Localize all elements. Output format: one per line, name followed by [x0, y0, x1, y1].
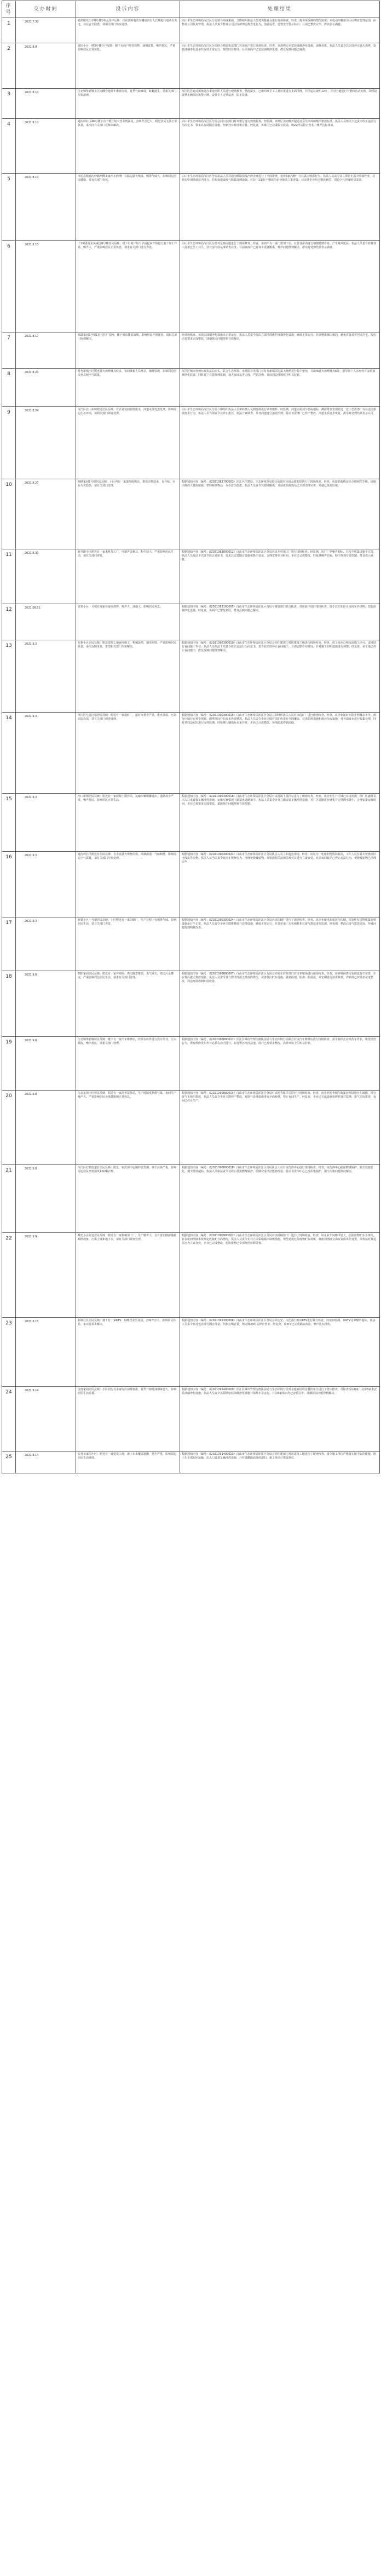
row-result: 根据通知内容（编号：X2021090300010）白山市生态环境局浑江区分局会同住建部门对该建筑工地进行现场检查。经查，该工地未办理夜间施工许可，违规进行夜间施工作业。执法人员依法下达责令改正违法行为决定书，责令其立即停止夜间施工，合理安排作业时间，并对施工照明设施进行调整。经复查，该工地已停止夜间施工，群众反映问题得到解决。 [180, 640, 380, 713]
header-content: 投诉内容 [76, 1, 180, 18]
row-number: 25 [2, 1451, 16, 1473]
row-date: 2021.8.9 [16, 43, 76, 89]
row-date: 2021.8.20 [16, 369, 76, 407]
header-time: 交办时间 [16, 1, 76, 18]
header-seq: 序号 [2, 1, 16, 18]
row-number: 2 [2, 43, 16, 89]
table-row [2, 369, 380, 407]
row-date: 2021.9.8 [16, 1091, 76, 1165]
row-result: 浑江区住建局和街道办事处组织人员进行现场核查，情况属实。已组织环卫工人对垃圾进行全面清理，共清运垃圾约12车，并对空地进行平整和消杀处理，同时设置禁止倾倒垃圾警示牌，安排专人定期巡查，防止反弹。 [180, 89, 380, 119]
row-content: 江北锦华新城居民反映：楼下有一家汽车维修店，经常在店外进行洗车作业，污水横流，噪声扰民，请相关部门处理。 [76, 1037, 180, 1091]
table-row [2, 1387, 380, 1451]
row-content: 嘉鸿阳光小学8号楼1单元住户反映：住东面的电动车棚房内有人长期进行电动车充电，存在安全隐患，请相关部门核实处理。 [76, 18, 180, 43]
row-number: 21 [2, 1165, 16, 1233]
row-content: 通沟岭社区46号楼下有个歌厅每天营业到深夜，音响声音过大，附近居民无法正常休息，多次向有关部门反映未解决。 [76, 119, 180, 174]
row-content: 江北东苑小区居民反映：附近有一家沥青搅拌站，生产时散发刺鼻气味，夜间生产噪声大，严重影响居民身体健康和正常休息。 [76, 1091, 180, 1165]
table-row [2, 119, 380, 174]
table-header-row [2, 1, 380, 18]
row-content: 朝阳家园居民反映：附近有一家养殖场，粪污随意堆放，臭气熏天，雨天污水横流，严重影响周边居民生活，请求有关部门处理。 [76, 971, 180, 1037]
table-row [2, 241, 380, 332]
table-row [2, 332, 380, 369]
row-date: 2021.9.3 [16, 794, 76, 852]
table-row [2, 89, 380, 119]
row-content: 富园小区一期3号楼住户反映：楼下有商户经营烧烤，油烟直排，噪声扰民，严重影响居民正常休息。 [76, 43, 180, 89]
table-row [2, 1451, 380, 1473]
table-row [2, 640, 380, 713]
row-result: 根据通知内容（编号：X2021090300024）白山市生态环境局浑江区分局对该印刷厂进行了现场检查。经查，该企业使用油墨进行印刷，挥发性有机物收集处理设施运行不正常。执法人员责令企业立即维修废气处理设施，确保正常运行，并委托第三方检测机构对废气排放进行监测。经检测，整改后废气排放达标，异味问题得到明显改善。 [180, 917, 380, 971]
row-content: 浑江区七道江镇居民反映：附近有一家选矿厂，尾矿库扬尘严重，废水外溢，污染周边农田，请有关部门调查处理。 [76, 713, 180, 794]
row-date: 2021.9.8 [16, 971, 76, 1037]
header-result: 处理结果 [180, 1, 380, 18]
table-row [2, 18, 380, 43]
table-row [2, 479, 380, 549]
row-result: 根据通知内容（编号：X2021090800011）浑江区城市管理行政执法局与生态环境分局联合对该汽车维修店进行现场检查，责令其停止店外洗车作业，规范经营行为，所有维修洗车作业必须在店内进行，并设置污水沉淀池。商户已按要求整改，店外环境卫生明显好转。 [180, 1037, 380, 1091]
row-content: 新开路小区附近有一家木材加工厂，电锯声音刺耳，粉尘较大，严重影响居民生活，请有关部门查处。 [76, 549, 180, 604]
row-date: 2021.9.13 [16, 1318, 76, 1387]
row-result: 根据通知内容（编号：X2021090800018）白山市生态环境局浑江区分局执法人员对该洗浴中心进行现场检查。经查，该洗浴中心使用燃煤锅炉，除尘设施老化，烟尘排放超标。执法人员依法责令其停止使用燃煤锅炉，限期完成清洁能源改造。目前该洗浴中心已改用电锅炉，烟尘污染问题彻底解决。 [180, 1165, 380, 1233]
row-number: 17 [2, 917, 16, 971]
row-date: 2021.8.17 [16, 332, 76, 369]
row-content: 新城社区居民反映：楼下有一家KTV，每晚营业至凌晨，音响声音大，影响居民休息，多次投诉未解决。 [76, 1318, 180, 1387]
row-content: 浑江区红旗街道有居民反映：附近一家洗浴中心锅炉冒黑烟，烟尘污染严重，影响周边居民开窗通风和晾晒衣物。 [76, 1165, 180, 1233]
row-number: 8 [2, 369, 16, 407]
row-date: 2021.8.10 [16, 119, 76, 174]
table-row [2, 917, 380, 971]
row-content: 时代新城小区附近露天烧烤摊点较多，夜间聚集人员嘈杂，烟雾弥漫，影响周边居民休息和空气质量。 [76, 369, 180, 407]
row-date: 2021.9.3 [16, 917, 76, 971]
row-date: 2021.9.14 [16, 1451, 76, 1473]
table-row [2, 794, 380, 852]
row-result: 根据通知内容（编号：X2021083000012）白山市生态环境局浑江区分局对该木材加工厂进行现场检查。经监测，该厂厂界噪声超标，且粉尘收集设施不完善。执法人员依法下达责令改正通知书，要求其安装隔音设施和除尘设备，合理安排作业时间。企业已完成整改，经复测噪声达标，粉尘得到有效控制，群众表示满意。 [180, 549, 380, 604]
row-number: 7 [2, 332, 16, 369]
row-result: 根据通知内容（编号：X2021090800007）白山市生态环境局浑江区分局会同农业农村部门对该养殖场进行现场检查。经查，该养殖场粪污处理设施不完善，存在粪污露天堆放现象。执法人员责令其立即清理露天堆放的粪污，完善粪污贮存设施，做到防雨、防渗、防溢流，并定期进行消毒除臭。养殖场已按要求完成整改，周边环境得到明显改善。 [180, 971, 380, 1037]
table-row [2, 1233, 380, 1318]
row-content: 通沟岭社区附近有居民反映：有企业露天焚烧垃圾，浓烟滚滚，气味刺鼻，影响周边空气质量，请有关部门尽快处理。 [76, 852, 180, 917]
document-page [0, 1, 381, 2576]
row-content: 浑江区北山东坡附近居民反映：有企业夜间偷排废水，河道水体发黑发臭，影响周边生态环境，请相关部门调查处理。 [76, 407, 180, 479]
row-date: 2021.8.10 [16, 174, 76, 241]
table-row [2, 43, 380, 89]
table-row [2, 407, 380, 479]
row-number: 5 [2, 174, 16, 241]
row-number: 24 [2, 1387, 16, 1451]
row-content: 江北锦华新城小区南侧空地常年堆放垃圾，夏季气味难闻，蚊蝇滋生，请相关部门尽快清理。 [76, 89, 180, 119]
row-date: 2021.9.3 [16, 713, 76, 794]
row-date: 2021.9.3 [16, 852, 76, 917]
row-result: 根据通知内容（编号：X2021090800014）白山市生态环境局浑江区分局对该沥青搅拌站进行了现场检查。经查，该企业沥青烟气收集处理设施存在破损，部分废气无组织排放。执法人员责令企业立即停产整改，对废气处理设施进行全面检修，禁止夜间生产。经复查，企业已完成设施检修并通过监测，废气达标排放，夜间已停止生产。 [180, 1091, 380, 1165]
row-number: 22 [2, 1233, 16, 1318]
row-number: 6 [2, 241, 16, 332]
row-date: 2021.9.8 [16, 1037, 76, 1091]
row-date: 2021.9.3 [16, 640, 76, 713]
table-row [2, 971, 380, 1037]
row-content: 金地家园居民反映：小区周边有多家饭店油烟直排，夏季开窗时油烟味道大，影响居民生活质量。 [76, 1387, 180, 1451]
row-result: 根据通知内容（编号：X2021090300018）白山市生态环境局浑江区分局对该混凝土搅拌站进行了现场检查。经查，该企业生产区域已实现封闭，但厂区道路及出入口未设置车辆冲洗设施，运输车辆带泥上路造成道路扬尘。执法人员责令企业立即安装车辆冲洗设施，对厂区道路进行硬化并定期洒水降尘，合理安排运输时间。企业已按要求完成整改，道路扬尘问题得到有效控制。 [180, 794, 380, 852]
row-date: 2021.7.30 [16, 18, 76, 43]
row-number: 9 [2, 407, 16, 479]
row-result: 根据通知内容（编号：X2021082700003）浑江区住建局、生态环境分局联合街道对该废品收购站进行了现场核查。经查，该废品收购站未办理相关手续，场地内堆放大量废纸箱、塑料瓶等物品，存在安全隐患。执法人员责令其限期搬离，目前废品收购站已全部清理完毕，场地已恢复原貌。 [180, 479, 380, 549]
row-content: 新铁小区一号楼居民反映：小区附近有一家印刷厂，生产过程中有刺鼻气味，影响居民生活，请有关部门查处。 [76, 917, 180, 971]
row-result: 白山市生态环境局浑江区分局会同公安部门对该歌厅进行现场检查，经监测，该歌厅夜间噪声超过社会生活环境噪声排放标准。执法人员依法下达责令改正违法行为决定书，要求其加装隔音设施，控制营业时间和音量。经复查，该歌厅已完成隔音改造，晚22时后停止营业，噪声达标排放。 [180, 119, 380, 174]
row-date: 2021.9.9 [16, 1233, 76, 1318]
row-number: 19 [2, 1037, 16, 1091]
table-row [2, 1091, 380, 1165]
row-number: 3 [2, 89, 16, 119]
row-date: 2021.8.30 [16, 549, 76, 604]
row-content: 红旗小区居民反映：附近建筑工地夜间施工，机械轰鸣，强光照射，严重影响居民休息，多次反映未果，希望相关部门尽快解决。 [76, 640, 180, 713]
row-number: 16 [2, 852, 16, 917]
row-date: 2021.8.24 [16, 407, 76, 479]
row-date: 2021.8.27 [16, 479, 76, 549]
complaint-table [2, 1, 380, 1473]
row-number: 14 [2, 713, 16, 794]
row-number: 12 [2, 604, 16, 640]
table-row [2, 174, 380, 241]
row-date: 2021.9.14 [16, 1387, 76, 1451]
row-result: 白山市生态环境局浑江区分局对反映问题进行了现场核查。经查，该商户为一家门窗加工店，在营业房内进行切割打磨作业，产生噪声扰民。执法人员责令其将加工设备迁至工业区，营业房内仅从事销售业务。目前该商户已将加工设备搬离，噪声问题得到解决，群众对处理结果表示满意。 [180, 241, 380, 332]
row-content: 富来小区一号楼有商家在夜间烧烤，噪声大，油烟大，影响居民休息。 [76, 604, 180, 640]
row-result: 经现场核查，该饭店油烟净化设施未正常运行。执法人员责令饭店立即清洗维护油烟净化设施，确保正常运行，并调整排烟口朝向，避免直接对着居民住宅。饭店已按要求完成整改，油烟扰民问题得到有效解决。 [180, 332, 380, 369]
row-number: 20 [2, 1091, 16, 1165]
row-result: 浑江区城市管理行政执法局牵头，联合生态环境、市场监管等部门对时代新城周边露天烧烤进行集中整治，共取缔露天烧烤摊点6处，引导商户入室经营并安装油烟净化装置。同时建立长效管理机制，加大夜间巡查力度，严防反弹。目前周边环境秩序明显好转。 [180, 369, 380, 407]
table-row [2, 1037, 380, 1091]
table-body [2, 18, 380, 1473]
row-number: 23 [2, 1318, 16, 1387]
row-result: 根据通知内容（编号：X2021091400013）白山市生态环境局浑江区分局会同住建部门对该建筑工地进行了现场检查，责令施工单位严格落实扬尘防治措施，渣土车全部密闭运输，出入口设置车辆冲洗设施，并对遗撒路面及时清扫。施工单位已整改到位。 [180, 1451, 380, 1473]
row-result: 根据通知内容（编号：X2021083100005）白山市生态环境局浑江区分局与城管部门联合执法，对该商户进行现场检查，责令其立即停止夜间室外烧烤，加装油烟净化设施。经复查，该商户已整改到位，群众反映问题已解决。 [180, 604, 380, 640]
row-result: 白山市生态环境局浑江区分局联合城管执法部门对该商户进行现场检查。经查，该烧烤店未安装油烟净化设施，油烟直排。执法人员责令其立即停止露天烧烤，安装油烟净化设备并保持正常运行，规范经营时间。目前该商户已安装油烟净化器，群众反映问题已解决。 [180, 43, 380, 89]
table-row [2, 713, 380, 794]
row-content: 河口新城居民反映：附近有一家混凝土搅拌站，运输车辆频繁进出，道路扬尘严重，噪声扰民，影响居民正常生活。 [76, 794, 180, 852]
table-row [2, 1165, 380, 1233]
row-content: 工农6委及东风家园8号楼居民反映：楼下有商户每天早晨起来开始进行施工加工作业，噪声大，严重影响居民正常休息，请求有关部门进行查处。 [76, 241, 180, 332]
row-content: 曙光小区附近居民反映：附近有一家机械加工厂，生产噪声大，且有废切削液随意倾倒现象，污染土壤和地下水，请有关部门调查处理。 [76, 1233, 180, 1318]
table-row [2, 604, 380, 640]
row-result: 根据通知内容（编号：X2021091400009）浑江区城市管理行政执法局与生态环境分局对金地家园周边餐饮单位进行了集中排查，共检查饭店8家，其中3家未安装油烟净化设施。执法人员责令其限期安装油烟净化设施并保持正常运行。目前3家饭店均已安装完毕，油烟扰民问题得到解决。 [180, 1387, 380, 1451]
row-number: 1 [2, 18, 16, 43]
row-date: 2021.9.8 [16, 1165, 76, 1233]
row-number: 4 [2, 119, 16, 174]
row-result: 白山市生态环境局浑江区分局执法人员对通沟岭路沿线汽修企业进行了全面排查，发现3家汽修厂存在露天喷漆行为。执法人员责令其立即停止露天喷漆作业，必须在密闭喷漆房内进行，并配套建设废气收集处理设施。对其中1家拒不整改的企业依法立案查处。目前各企业均已整改到位，周边空气异味明显改善。 [180, 174, 380, 241]
row-date: 2021.8.10 [16, 241, 76, 332]
row-result: 根据通知内容（编号：X2021090300015）白山市生态环境局浑江区分局立即组织执法人员对该选矿厂进行现场检查。经查，该企业尾矿库防尘网覆盖不全，部分区域存在扬尘现象，雨季期间存在废水外溢情况。执法人员责令企业立即对尾矿库进行全面覆盖，完善防渗措施和雨污分流设施，对外溢废水进行收集处理。同时对周边农田进行取样监测，经检测土壤指标未见异常。企业已完成整改，环境隐患得到消除。 [180, 713, 380, 794]
row-result: 根据通知内容（编号：X2021091300006）白山市生态环境局浑江区分局会同公安、文化部门对该KTV进行联合检查。经夜间监测，该KTV边界噪声超标。执法人员责令其对包房进行隔音改造，控制音响音量，规定晚23时后停止营业。经复查，该KTV已完成隔音改造，噪声达标排放。 [180, 1318, 380, 1387]
row-date: 2021.8.10 [16, 89, 76, 119]
table-row [2, 852, 380, 917]
row-result: 根据通知内容（编号：X2021090300021）白山市生态环境局浑江区分局执法人员立即赶赴现场，经查，该处为一处废旧物资回收站，工作人员在露天焚烧废旧电线皮等杂物。执法人员当即责令其停止焚烧行为，清理焚烧残留物，并依据相关法律法规对其进行立案查处。目前该回收站已停止违法行为，焚烧残留物已清理完毕。 [180, 852, 380, 917]
row-content: 公务员家园小区：附近有一处建筑工地，渣土车未覆盖遗撒，扬尘严重，影响周边居民生活环境。 [76, 1451, 180, 1473]
table-row [2, 549, 380, 604]
row-number: 11 [2, 549, 16, 604]
row-result: 白山市生态环境局浑江区分局领导高度重视，立即组织执法人员对该投诉点进行现场核查。经查，投诉所反映的情况属实。该电动车棚房为小区物业管理范围，由物业公司负责管理。执法人员责令物业公司立即清理违规充电行为，加强巡查，设置安全警示标识。目前已整改完毕，群众表示满意。 [180, 18, 380, 43]
row-number: 13 [2, 640, 16, 713]
row-content: 锦绣家园3号楼居民反映：小区内有一家废品收购站，堆放杂物较多，有异味，存在火灾隐患，请有关部门处理。 [76, 479, 180, 549]
row-content: 锦湖家园2号楼1单元住户反映：楼下饭店排放油烟，影响居民开窗通风，请相关部门协调解决。 [76, 332, 180, 369]
row-number: 15 [2, 794, 16, 852]
table-row [2, 1318, 380, 1387]
row-result: 根据通知内容（编号：X2021090900002）白山市生态环境局浑江区分局对该机械加工厂进行了现场检查。经查，该企业车间噪声较大，危险废物贮存不规范，存在废切削液未按规定收集贮存的情况。执法人员责令企业立即采取隔声降噪措施，规范建设危险废物贮存场所，将废切削液交由有资质单位处置，并依法对其违法行为立案查处。企业已完成整改，危险废物已全部规范转移处置。 [180, 1233, 380, 1318]
row-result: 白山市生态环境局浑江区分局立即组织执法人员和监测人员到现场进行调查取样。经监测，河道水质部分指标超标，溯源排查发现附近一处小型洗涤厂存在违法排放废水行为。执法人员当即责令其停止排污，依法立案调查，并对河道进行清淤治理。目前该洗涤厂已停产整改，河道水质逐步恢复，群众对处理结果表示认可。 [180, 407, 380, 479]
row-content: 市民反映通沟岭路两侧多家汽车修理厂在路边露天喷漆，刺鼻气味大，影响周边居民健康，请有关部门查处。 [76, 174, 180, 241]
row-number: 18 [2, 971, 16, 1037]
row-date: 2021.08.31 [16, 604, 76, 640]
row-number: 10 [2, 479, 16, 549]
